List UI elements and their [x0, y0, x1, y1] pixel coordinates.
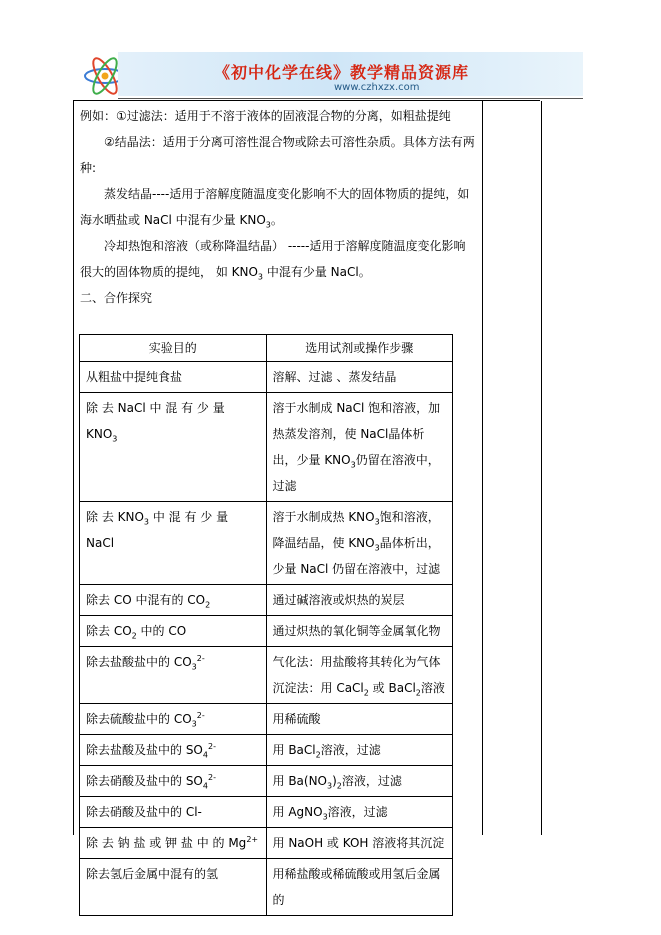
method-cell: 溶解、过滤 、蒸发结晶	[266, 362, 453, 393]
table-row	[80, 616, 453, 647]
evaporation-paragraph: 蒸发结晶----适用于溶解度随温度变化影响不大的固体物质的提纯，如海水晒盐或 NaCl 中混有少量 $KNO_3$。	[80, 187, 470, 230]
table-header-row	[80, 335, 453, 362]
purpose-cell: 除去 CO 中混有的 $CO_2$	[80, 585, 267, 616]
intro-text	[80, 103, 475, 311]
banner-url[interactable]: www.czhxzx.com	[334, 82, 420, 93]
method-cell: 用 $Ba(NO_3)_2$溶液，过滤	[266, 766, 453, 797]
table-row	[80, 647, 453, 704]
purpose-cell: 除去盐酸盐中的 $CO_3^{2-}$	[80, 647, 267, 704]
method-cell: 用 BaCl$_2$溶液，过滤	[266, 735, 453, 766]
table-row	[80, 859, 453, 916]
table-row	[80, 828, 453, 859]
side-column-divider	[482, 101, 483, 835]
method-cell: 用稀盐酸或稀硫酸或用氢后金属的	[266, 859, 453, 916]
table-row	[80, 766, 453, 797]
separation-methods-table	[79, 334, 453, 916]
purpose-cell: 除去盐酸及盐中的 $SO_4^{2-}$	[80, 735, 267, 766]
method-cell: 用稀硫酸	[266, 704, 453, 735]
table-row	[80, 704, 453, 735]
purpose-cell: 除 去 $KNO_3$ 中 混 有 少 量 NaCl	[80, 502, 267, 585]
crystallization-paragraph: ②结晶法：适用于分离可溶性混合物或除去可溶性杂质。具体方法有两种:	[80, 135, 475, 175]
method-cell: 溶于水制成热 $KNO_3$饱和溶液，降温结晶，使 $KNO_3$晶体析出，少量 NaCl 仍留在溶液中，过滤	[266, 502, 453, 585]
purpose-cell: 除 去 钠 盐 或 钾 盐 中 的 $Mg^{2+}$	[80, 828, 267, 859]
method-cell: 用 NaOH 或 KOH 溶液将其沉淀	[266, 828, 453, 859]
page-header	[0, 0, 661, 100]
table-row	[80, 393, 453, 502]
column-header-purpose: 实验目的	[80, 335, 267, 362]
column-header-method: 选用试剂或操作步骤	[266, 335, 453, 362]
purpose-cell: 从粗盐中提纯食盐	[80, 362, 267, 393]
header-banner	[118, 52, 583, 96]
purpose-cell: 除 去 NaCl 中 混 有 少 量 $KNO_3$	[80, 393, 267, 502]
method-cell: 气化法：用盐酸将其转化为气体 沉淀法：用 CaCl$_2$ 或 BaCl$_2$溶液	[266, 647, 453, 704]
method-cell: 通过炽热的氧化铜等金属氧化物	[266, 616, 453, 647]
table-row	[80, 362, 453, 393]
method-cell: 溶于水制成 NaCl 饱和溶液，加热蒸发溶剂，使 NaCl晶体析出，少量 $KNO_3$仍留在溶液中，过滤	[266, 393, 453, 502]
header-divider	[118, 98, 583, 99]
method-cell: 通过碱溶液或炽热的炭层	[266, 585, 453, 616]
purpose-cell: 除去硝酸及盐中的 Cl-	[80, 797, 267, 828]
method-cell: 用 AgNO$_3$溶液，过滤	[266, 797, 453, 828]
table-row	[80, 585, 453, 616]
section-heading: 二、合作探究	[80, 291, 153, 305]
filtration-paragraph: 例如：①过滤法：适用于不溶于液体的固液混合物的分离，如粗盐提纯	[80, 109, 451, 123]
purpose-cell: 除去硫酸盐中的 $CO_3^{2-}$	[80, 704, 267, 735]
purpose-cell: 除去硝酸及盐中的 $SO_4^{2-}$	[80, 766, 267, 797]
purpose-cell: 除去氢后金属中混有的氢	[80, 859, 267, 916]
cooling-paragraph: 冷却热饱和溶液（或称降温结晶） -----适用于溶解度随温度变化影响很大的固体物质的提纯， 如 $KNO_3$ 中混有少量 NaCl。	[80, 239, 466, 282]
purpose-cell: 除去 $CO_2$ 中的 CO	[80, 616, 267, 647]
table-row	[80, 797, 453, 828]
table-row	[80, 502, 453, 585]
table-row	[80, 735, 453, 766]
banner-title: 《初中化学在线》教学精品资源库	[214, 63, 470, 82]
